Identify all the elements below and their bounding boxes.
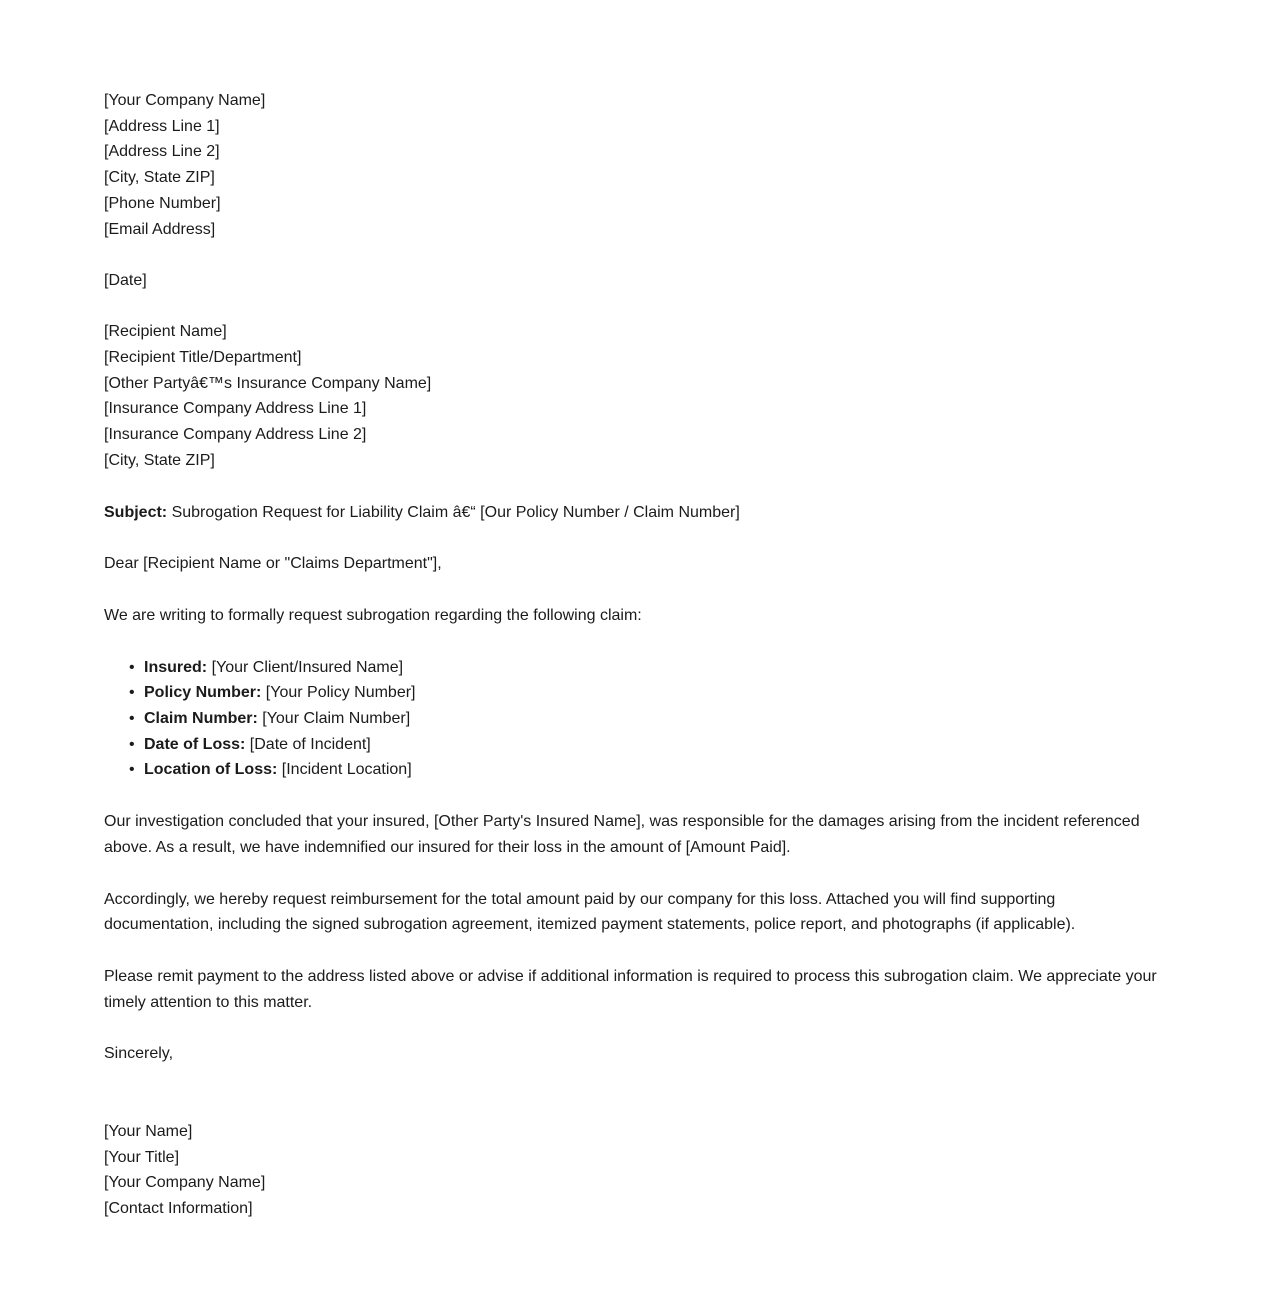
subject-label: Subject:	[104, 503, 168, 521]
body-paragraph-reimbursement: Accordingly, we hereby request reimbursement for the total amount paid by our company for this loss. Attached you will find supporting documentation, including the signed subrogation agreement, itemized payment statements, police report, and photographs (if applicable).	[104, 890, 1076, 934]
sender-phone-number: [Phone Number]	[104, 194, 221, 212]
claim-detail-label: Location of Loss:	[144, 761, 278, 779]
spacer	[104, 294, 1160, 320]
salutation: Dear [Recipient Name or "Claims Department"],	[104, 555, 442, 573]
spacer	[104, 938, 1160, 964]
recipient-title-department: [Recipient Title/Department]	[104, 349, 302, 366]
recipient-insurance-company-name: [Other Partyâ€™s Insurance Company Name]	[104, 374, 432, 392]
claim-detail-label: Policy Number:	[144, 684, 262, 702]
spacer	[104, 474, 1160, 500]
spacer	[104, 242, 1160, 268]
signer-contact-information: [Contact Information]	[104, 1200, 253, 1218]
spacer	[104, 525, 1160, 551]
signature-space	[104, 1067, 1160, 1119]
list-item	[129, 757, 1160, 783]
recipient-name: [Recipient Name]	[104, 323, 227, 341]
claim-detail-value: [Your Claim Number]	[257, 710, 411, 728]
body-paragraph-investigation: Our investigation concluded that your insured, [Other Party's Insured Name], was responsible for the damages arising from the incident referenced above. As a result, we have indemnified our insured for their loss in the amount of [Amount Paid].	[104, 813, 1140, 856]
list-item	[129, 706, 1160, 732]
letter-body	[104, 88, 1160, 1222]
sender-address-line-1: [Address Line 1]	[104, 117, 220, 135]
bullet-icon: •	[129, 761, 135, 779]
closing-salutation: Sincerely,	[104, 1045, 174, 1063]
sender-address-line-2: [Address Line 2]	[104, 143, 220, 161]
bullet-icon: •	[129, 710, 135, 728]
signer-title: [Your Title]	[104, 1148, 180, 1166]
sender-company-name: [Your Company Name]	[104, 92, 266, 109]
date-block	[104, 268, 1160, 294]
claim-detail-value: [Your Policy Number]	[261, 684, 416, 702]
bullet-icon: •	[129, 658, 135, 676]
spacer	[104, 577, 1160, 603]
subject-line	[104, 500, 1160, 526]
intro-paragraph: We are writing to formally request subrogation regarding the following claim:	[104, 606, 642, 624]
list-item	[129, 732, 1160, 758]
claim-detail-label: Claim Number:	[144, 710, 258, 728]
bullet-icon: •	[129, 735, 135, 753]
body-paragraph-remittance: Please remit payment to the address listed above or advise if additional information is required to process this subrogation claim. We appreciate your timely attention to this matter.	[104, 967, 1157, 1011]
recipient-city-state-zip: [City, State ZIP]	[104, 451, 215, 469]
signature-block	[104, 1119, 1160, 1222]
date-line: [Date]	[104, 271, 147, 289]
claim-detail-value: [Date of Incident]	[245, 735, 371, 753]
spacer	[104, 1015, 1160, 1041]
signer-company-name: [Your Company Name]	[104, 1174, 266, 1192]
sender-email-address: [Email Address]	[104, 220, 216, 238]
sender-address-block	[104, 88, 1160, 242]
sender-city-state-zip: [City, State ZIP]	[104, 169, 215, 187]
claim-detail-label: Insured:	[144, 658, 208, 676]
claim-detail-label: Date of Loss:	[144, 735, 246, 753]
list-item	[129, 655, 1160, 681]
spacer	[104, 861, 1160, 887]
spacer	[104, 783, 1160, 809]
claim-details-list	[104, 655, 1160, 784]
bullet-icon: •	[129, 684, 135, 702]
claim-detail-value: [Incident Location]	[277, 761, 412, 779]
subject-text: Subrogation Request for Liability Claim â€“ [Our Policy Number / Claim Number]	[167, 503, 740, 521]
recipient-address-line-1: [Insurance Company Address Line 1]	[104, 400, 367, 418]
list-item	[129, 680, 1160, 706]
spacer	[104, 629, 1160, 655]
signer-name: [Your Name]	[104, 1123, 193, 1141]
recipient-address-line-2: [Insurance Company Address Line 2]	[104, 426, 367, 444]
recipient-address-block	[104, 319, 1160, 473]
claim-detail-value: [Your Client/Insured Name]	[207, 658, 404, 676]
